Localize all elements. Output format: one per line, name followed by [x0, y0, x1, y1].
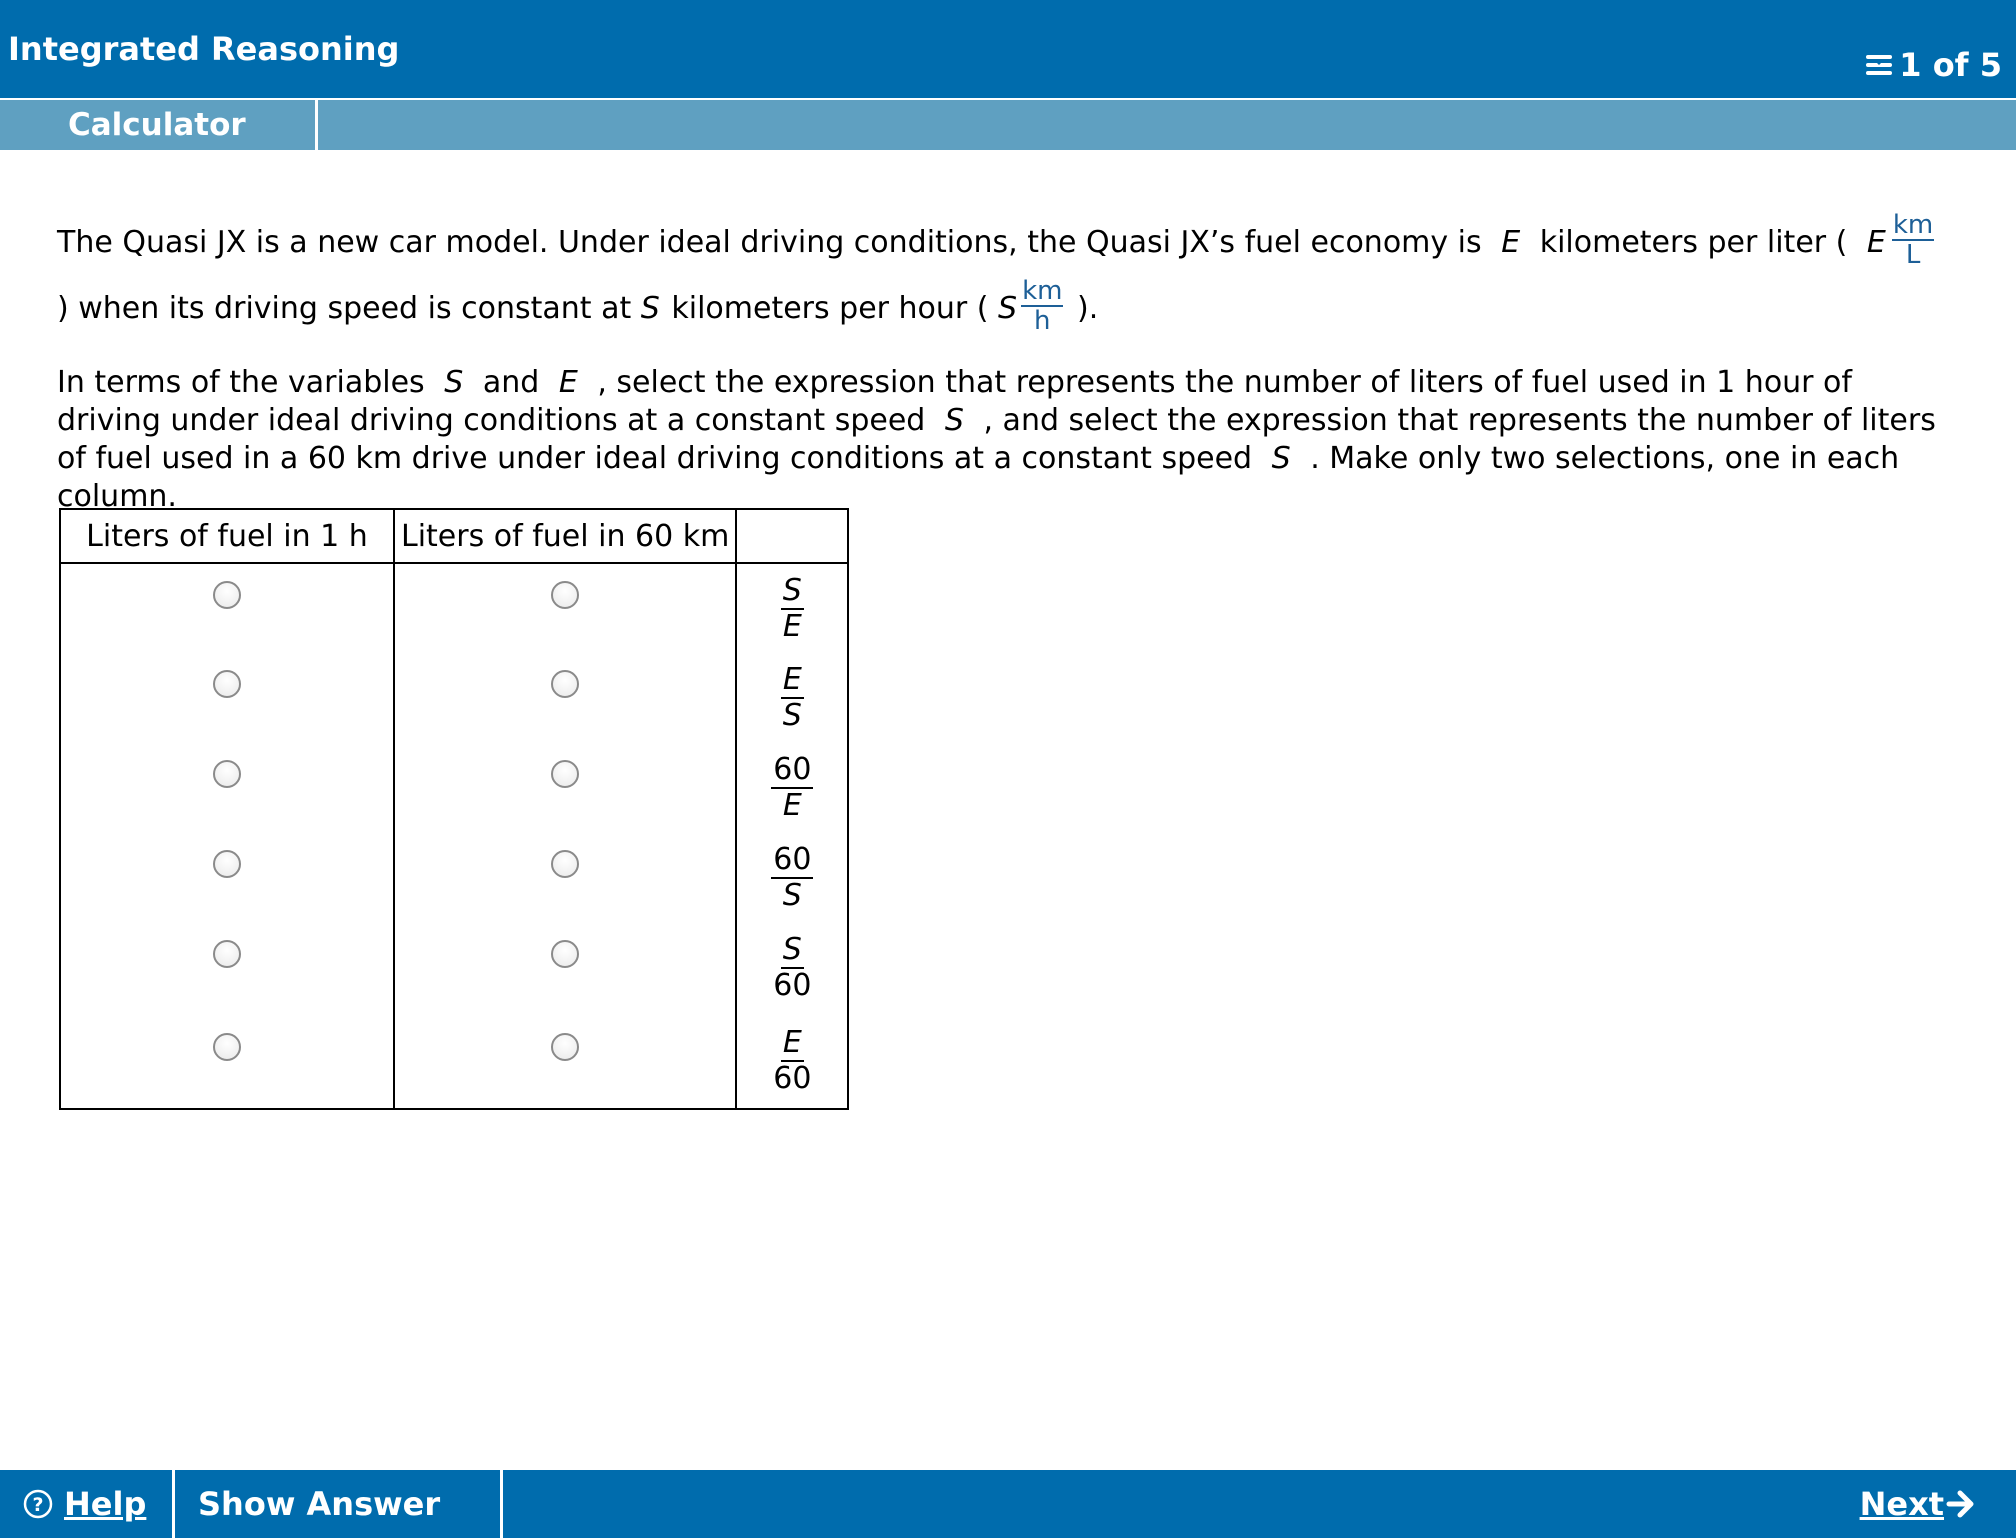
unit-km-per-h	[1021, 275, 1063, 336]
cell-expression	[736, 743, 848, 833]
fraction-denominator: E	[782, 788, 802, 823]
fraction-denominator: S	[782, 698, 802, 733]
unit-numerator: km	[1892, 209, 1934, 240]
table-header-row	[60, 509, 848, 563]
cell-60km	[394, 563, 736, 653]
variable-s: S	[1271, 441, 1291, 476]
prompt-text: , and select the expression that represents the number of liters of fuel used in a 60 km drive under ideal driving conditions at a constant speed	[57, 403, 1936, 476]
prompt-text: , select the expression that represents the number of liters of fuel used in 1 hour of driving under ideal driving conditions at a constant speed	[57, 365, 1852, 438]
variable-e: E	[558, 365, 578, 400]
question-stimulus	[57, 210, 1957, 342]
question-prompt	[57, 364, 1957, 516]
cell-60km	[394, 653, 736, 743]
variable-s: S	[944, 403, 964, 438]
header-bar	[0, 0, 2016, 98]
radio-1h-option-1[interactable]	[213, 581, 241, 609]
show-answer-label: Show Answer	[198, 1485, 441, 1523]
cell-expression	[736, 563, 848, 653]
unit-denominator: h	[1034, 305, 1051, 336]
fraction-numerator: E	[782, 662, 802, 697]
cell-1h	[60, 923, 394, 1013]
cell-1h	[60, 653, 394, 743]
svg-text:?: ?	[32, 1494, 44, 1516]
radio-1h-option-2[interactable]	[213, 670, 241, 698]
variable-e: E	[1501, 225, 1521, 260]
prompt-text: and	[482, 365, 540, 400]
column-header-expression	[736, 509, 848, 563]
column-header-60km: Liters of fuel in 60 km	[394, 509, 736, 563]
table-row	[60, 923, 848, 1013]
stimulus-text: The Quasi JX is a new car model. Under ideal driving conditions, the Quasi JX’s fuel economy is	[57, 225, 1482, 260]
table-row	[60, 833, 848, 923]
table-row	[60, 743, 848, 833]
calculator-button[interactable]: Calculator	[0, 100, 318, 150]
section-title: Integrated Reasoning	[8, 30, 400, 68]
prompt-text: In terms of the variables	[57, 365, 425, 400]
table-row	[60, 1013, 848, 1109]
expression-fraction	[781, 572, 804, 644]
cell-1h	[60, 563, 394, 653]
unit-km-per-l	[1892, 209, 1934, 270]
next-label: Next	[1859, 1485, 1944, 1523]
radio-60km-option-5[interactable]	[551, 940, 579, 968]
question-list-icon	[1863, 48, 1895, 82]
fraction-numerator: 60	[773, 842, 812, 877]
question-counter-text: 1 of 5	[1899, 46, 2002, 84]
cell-60km	[394, 743, 736, 833]
variable-s: S	[998, 291, 1018, 326]
radio-60km-option-6[interactable]	[551, 1033, 579, 1061]
expression-fraction	[771, 752, 813, 823]
variable-s: S	[640, 291, 660, 326]
radio-1h-option-3[interactable]	[213, 760, 241, 788]
cell-60km	[394, 1013, 736, 1109]
table-row	[60, 653, 848, 743]
cell-expression	[736, 833, 848, 923]
cell-expression	[736, 653, 848, 743]
fraction-denominator: 60	[773, 968, 812, 1003]
help-icon	[22, 1488, 54, 1520]
variable-s: S	[444, 365, 464, 400]
column-header-1h: Liters of fuel in 1 h	[60, 509, 394, 563]
cell-60km	[394, 833, 736, 923]
cell-expression	[736, 1013, 848, 1109]
stimulus-text: kilometers per hour (	[671, 291, 989, 326]
radio-1h-option-6[interactable]	[213, 1033, 241, 1061]
unit-numerator: km	[1022, 275, 1063, 306]
prompt-text: . Make only two selections, one in each column.	[57, 441, 1900, 514]
fraction-denominator: S	[782, 878, 802, 913]
cell-1h	[60, 1013, 394, 1109]
cell-expression	[736, 923, 848, 1013]
cell-60km	[394, 923, 736, 1013]
show-answer-button[interactable]	[178, 1470, 503, 1538]
fraction-numerator: S	[782, 932, 802, 967]
variable-e: E	[1866, 225, 1886, 260]
question-content	[57, 210, 1957, 516]
help-label: Help	[64, 1485, 147, 1523]
arrow-right-icon	[1946, 1487, 1976, 1521]
radio-60km-option-1[interactable]	[551, 581, 579, 609]
fraction-numerator: 60	[773, 752, 812, 787]
expression-fraction	[771, 842, 813, 913]
radio-1h-option-4[interactable]	[213, 850, 241, 878]
footer-bar	[0, 1470, 2016, 1538]
stimulus-text: ).	[1077, 291, 1099, 326]
radio-60km-option-2[interactable]	[551, 670, 579, 698]
fraction-numerator: E	[782, 1024, 802, 1060]
fraction-denominator: 60	[773, 1060, 812, 1096]
stimulus-text: ) when its driving speed is constant at	[57, 291, 632, 326]
answer-table	[59, 508, 849, 1110]
help-button[interactable]	[0, 1470, 175, 1538]
expression-fraction	[781, 662, 804, 733]
radio-60km-option-3[interactable]	[551, 760, 579, 788]
radio-60km-option-4[interactable]	[551, 850, 579, 878]
toolbar	[0, 99, 2016, 150]
next-button[interactable]	[1860, 1470, 1976, 1538]
cell-1h	[60, 743, 394, 833]
unit-denominator: L	[1905, 239, 1921, 270]
fraction-numerator: S	[782, 572, 802, 608]
stimulus-text: kilometers per liter (	[1539, 225, 1848, 260]
cell-1h	[60, 833, 394, 923]
expression-fraction	[771, 932, 813, 1003]
question-counter	[1863, 46, 2002, 84]
radio-1h-option-5[interactable]	[213, 940, 241, 968]
fraction-denominator: E	[782, 608, 802, 644]
expression-fraction	[771, 1024, 813, 1096]
table-row	[60, 563, 848, 653]
